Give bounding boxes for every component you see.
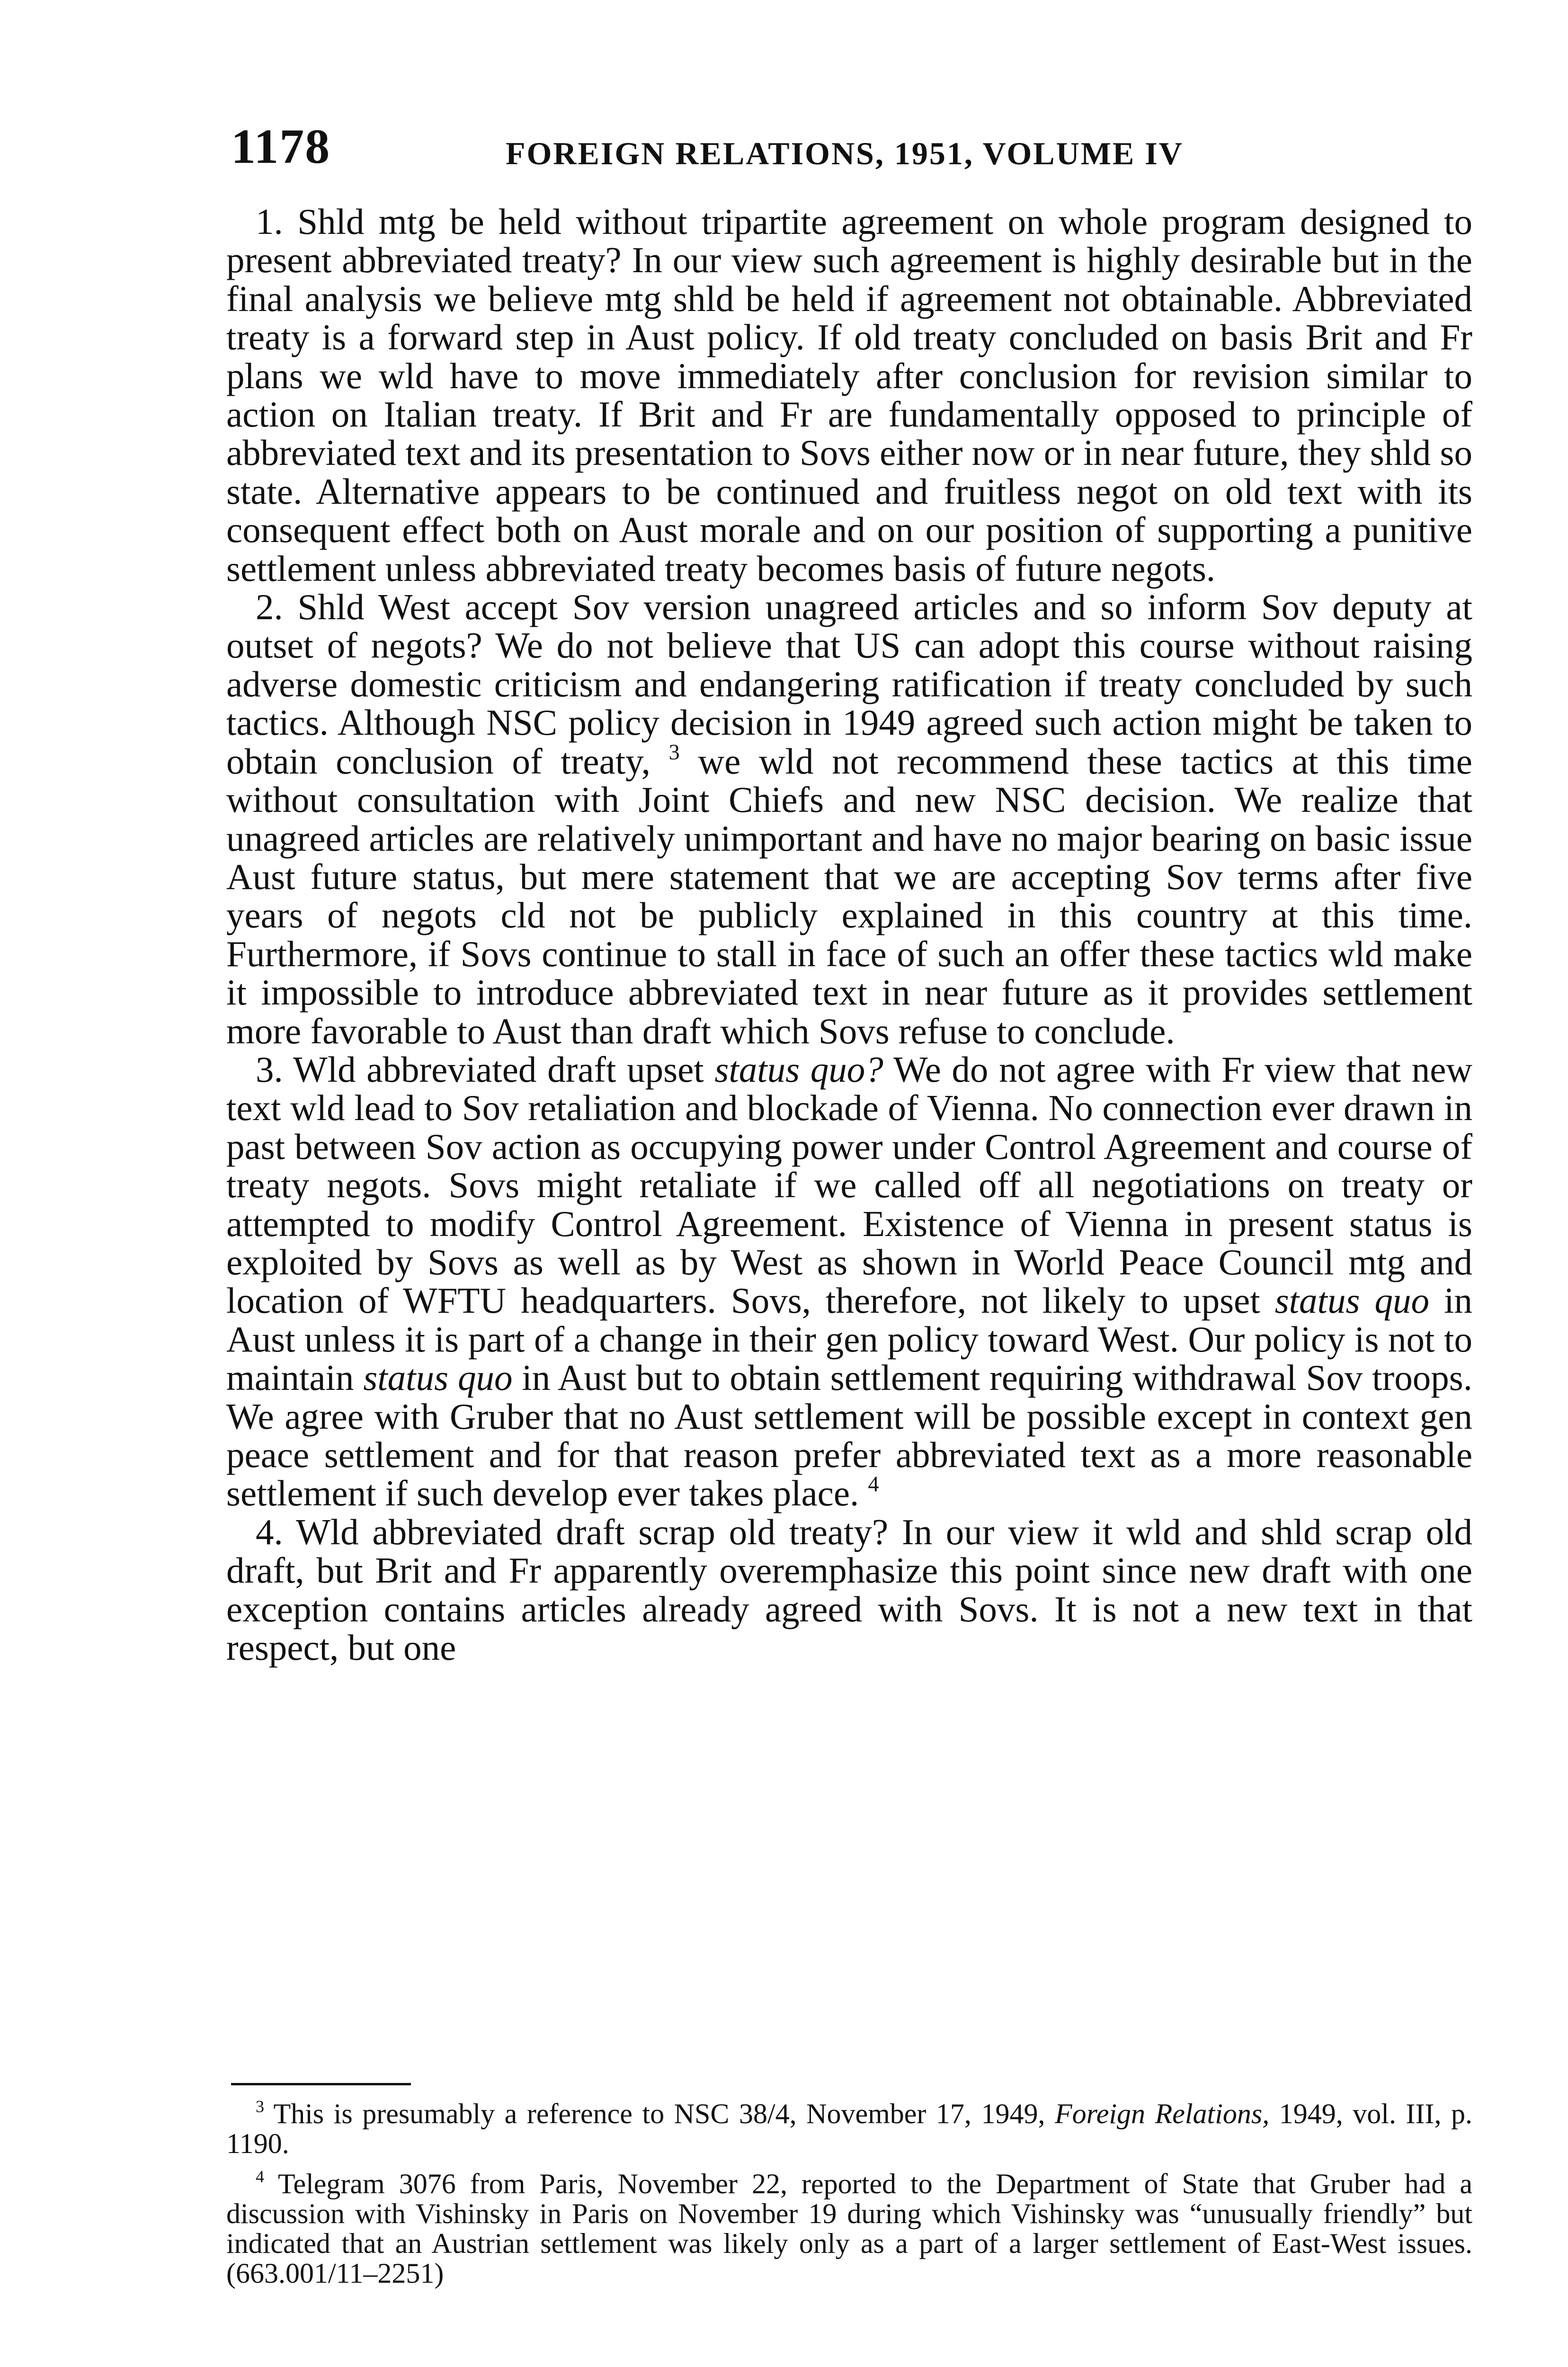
running-head: FOREIGN RELATIONS, 1951, VOLUME IV <box>506 135 1184 171</box>
paragraph-2 <box>226 588 1472 1050</box>
text-segment: 3. Wld abbreviated draft upset <box>256 1049 715 1090</box>
paragraph-1 <box>226 203 1472 588</box>
footnote-marker: 4 <box>868 1472 879 1496</box>
italic-text: status quo <box>363 1357 513 1398</box>
text-segment: We do not agree with Fr view that new text wld lead to Sov retaliation and blockade of Vienna. No connection ever drawn in past between Sov action as occupying power under Control Agreement and course of treaty negots. Sovs might retaliate if we called off all negotiations on treaty or attempted to modify Control Agreement. Existence of Vienna in present status is exploited by Sovs as well as by West as shown in World Peace Council mtg and location of WFTU headquarters. Sovs, therefore, not likely to upset <box>226 1049 1473 1321</box>
body-text <box>226 203 1472 1667</box>
text-segment: 4. Wld abbreviated draft scrap old treaty? In our view it wld and shld scrap old draft, but Brit and Fr apparently overemphasize this point since new draft with one exception contains articles already agreed with Sovs. It is not a new text in that respect, but one <box>226 1511 1472 1668</box>
footnote-marker: 3 <box>668 739 680 764</box>
text-segment: 2. Shld West accept Sov version unagreed articles and so inform Sov deputy at outset of negots? We do not believe that US can adopt this course without raising adverse domestic criticism and endangering ratification if treaty concluded by such tactics. Although NSC policy decision in 1949 agreed such action might be taken to obtain conclusion of treaty, <box>226 587 1472 782</box>
text-segment: in Aust unless it is part of a change in their gen policy toward West. Our policy is not to maintain <box>226 1280 1472 1398</box>
italic-text: status quo? <box>714 1049 883 1090</box>
footnote-4 <box>226 2169 1472 2288</box>
text-segment: Telegram 3076 from Paris, November 22, reported to the Department of State that Gruber had a discussion with Vishinsky in Paris on November 19 during which Vishinsky was “unusually friendly” but indicated that an Austrian settlement was likely only as a part of a larger settlement of East-West issues. (663.001/11–2251) <box>226 2168 1472 2289</box>
text-segment: This is presumably a reference to NSC 38/4, November 17, 1949, <box>264 2098 1055 2129</box>
page-number: 1178 <box>231 119 331 174</box>
footnote-rule <box>231 2083 411 2085</box>
footnote-marker: 3 <box>256 2097 264 2116</box>
footnotes <box>226 2099 1472 2299</box>
italic-text: status quo <box>1274 1280 1430 1321</box>
paragraph-4 <box>226 1513 1472 1667</box>
text-segment: 1949, vol. III, p. 1190. <box>226 2098 1472 2159</box>
paragraph-3 <box>226 1050 1472 1513</box>
page-header <box>231 114 1481 180</box>
footnote-3 <box>226 2099 1472 2159</box>
footnote-marker: 4 <box>256 2167 264 2186</box>
italic-text: Foreign Relations, <box>1054 2098 1270 2129</box>
text-segment: 1. Shld mtg be held without tripartite agreement on whole program designed to present abbreviated treaty? In our view such agreement is highly desirable but in the final analysis we believe mtg shld be held if agreement not obtainable. Abbreviated treaty is a forward step in Aust policy. If old treaty concluded on basis Brit and Fr plans we wld have to move immediately after conclusion for revision similar to action on Italian treaty. If Brit and Fr are fundamentally opposed to principle of abbreviated text and its presentation to Sovs either now or in near future, they shld so state. Alternative appears to be continued and fruitless negot on old text with its consequent effect both on Aust morale and on our position of supporting a punitive settlement unless abbreviated treaty becomes basis of future negots. <box>226 201 1472 589</box>
text-segment: we wld not recommend these tactics at this time without consultation with Joint Chiefs and new NSC decision. We realize that unagreed articles are relatively unimportant and have no major bearing on basic issue Aust future status, but mere statement that we are accepting Sov terms after five years of negots cld not be publicly explained in this country at this time. Furthermore, if Sovs continue to stall in face of such an offer these tactics wld make it impossible to introduce abbreviated text in near future as it provides settlement more favorable to Aust than draft which Sovs refuse to conclude. <box>226 740 1472 1051</box>
text-segment: in Aust but to obtain settlement requiring withdrawal Sov troops. We agree with Gruber that no Aust settlement will be possible except in context gen peace settlement and for that reason prefer abbreviated text as a more reasonable settlement if such develop ever takes place. <box>226 1357 1472 1514</box>
